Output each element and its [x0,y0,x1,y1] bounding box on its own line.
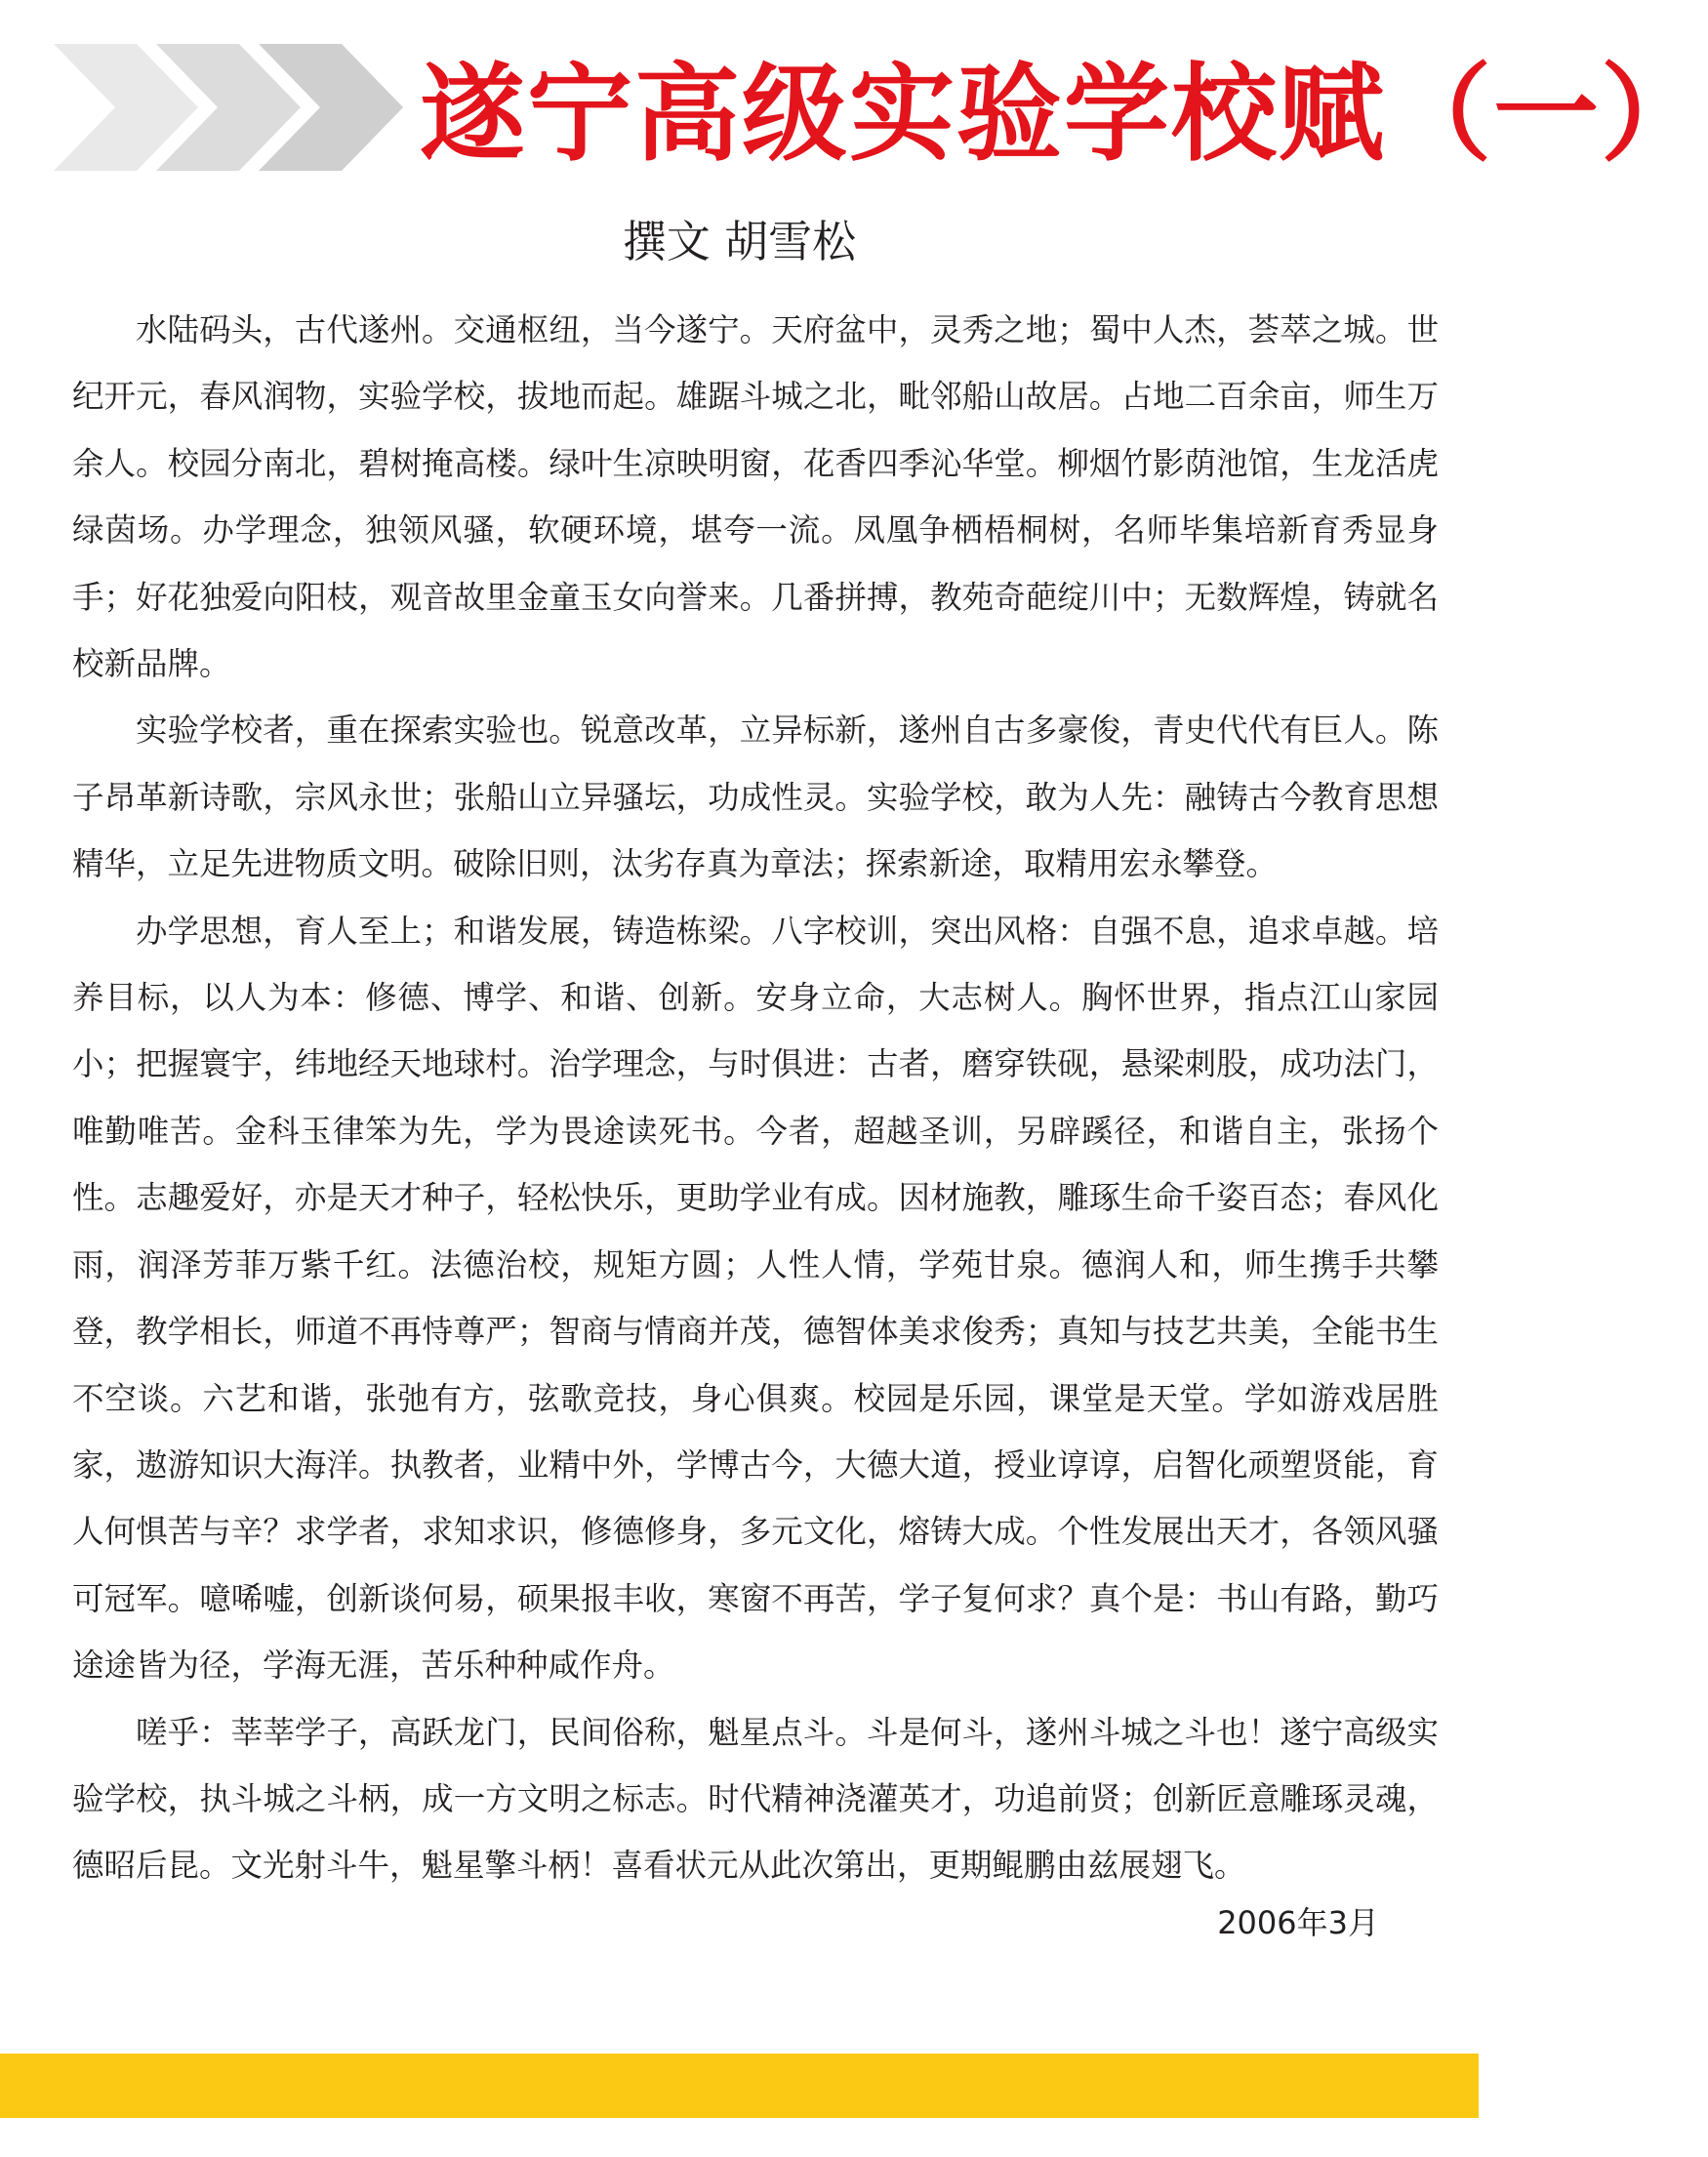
paragraph-1: 水陆码头，古代遂州。交通枢纽，当今遂宁。天府盆中，灵秀之地；蜀中人杰，荟萃之城。世纪开元，春风润物，实验学校，拔地而起。雄踞斗城之北，毗邻船山故居。占地二百余亩，师生万余人。校园分南北，碧树掩高楼。绿叶生凉映明窗，花香四季沁华堂。柳烟竹影荫池馆，生龙活虎绿茵场。办学理念，独领风骚，软硬环境，堪夸一流。凤凰争栖梧桐树，名师毕集培新育秀显身手；好花独爱向阳枝，观音故里金童玉女向誉来。几番拼搏，教苑奇葩绽川中；无数辉煌，铸就名校新品牌。 [72,311,1439,683]
paragraph-4: 嗟乎：莘莘学子，高跃龙门，民间俗称，魁星点斗。斗是何斗，遂州斗城之斗也！遂宁高级实验学校，执斗城之斗柄，成一方文明之标志。时代精神浇灌英才，功追前贤；创新匠意雕琢灵魂，德昭后昆。文光射斗牛，魁星擎斗柄！喜看状元从此次第出，更期鲲鹏由兹展翅飞。 [72,1713,1439,1885]
paragraph-3: 办学思想，育人至上；和谐发展，铸造栋梁。八字校训，突出风格：自强不息，追求卓越。培养目标，以人为本：修德、博学、和谐、创新。安身立命，大志树人。胸怀世界，指点江山家园小；把握寰宇，纬地经天地球村。治学理念，与时俱进：古者，磨穿铁砚，悬梁刺股，成功法门，唯勤唯苦。金科玉律笨为先，学为畏途读死书。今者，超越圣训，另辟蹊径，和谐自主，张扬个性。志趣爱好，亦是天才种子，轻松快乐，更助学业有成。因材施教，雕琢生命千姿百态；春风化雨，润泽芳菲万紫千红。法德治校，规矩方圆；人性人情，学苑甘泉。德润人和，师生携手共攀登，教学相长，师道不再恃尊严；智商与情商并茂，德智体美求俊秀；真知与技艺共美，全能书生不空谈。六艺和谐，张弛有方，弦歌竞技，身心俱爽。校园是乐园，课堂是天堂。学如游戏居胜家，遨游知识大海洋。执教者，业精中外，学博古今，大德大道，授业谆谆，启智化顽塑贤能，育人何惧苦与辛？求学者，求知求识，修德修身，多元文化，熔铸大成。个性发展出天才，各领风骚可冠军。噫唏嘘，创新谈何易，硕果报丰收，寒窗不再苦，学子复何求？真个是：书山有路，勤巧途途皆为径，学海无涯，苦乐种种咸作舟。 [72,912,1439,1685]
paragraph-2: 实验学校者，重在探索实验也。锐意改革，立异标新，遂州自古多豪俊，青史代代有巨人。陈子昂革新诗歌，宗风永世；张船山立异骚坛，功成性灵。实验学校，敢为人先：融铸古今教育思想精华，立足先进物质文明。破除旧则，汰劣存真为章法；探索新途，取精用宏永攀登。 [72,712,1439,883]
date-line: 2006年3月 [1217,1904,1379,1941]
footer-bar [0,2054,1479,2118]
body-text [72,297,1439,1899]
author-line: 撰文 胡雪松 [622,216,857,267]
page-title: 遂宁高级实验学校赋（一） [420,53,1708,176]
chevron-arrows-icon [54,44,425,171]
